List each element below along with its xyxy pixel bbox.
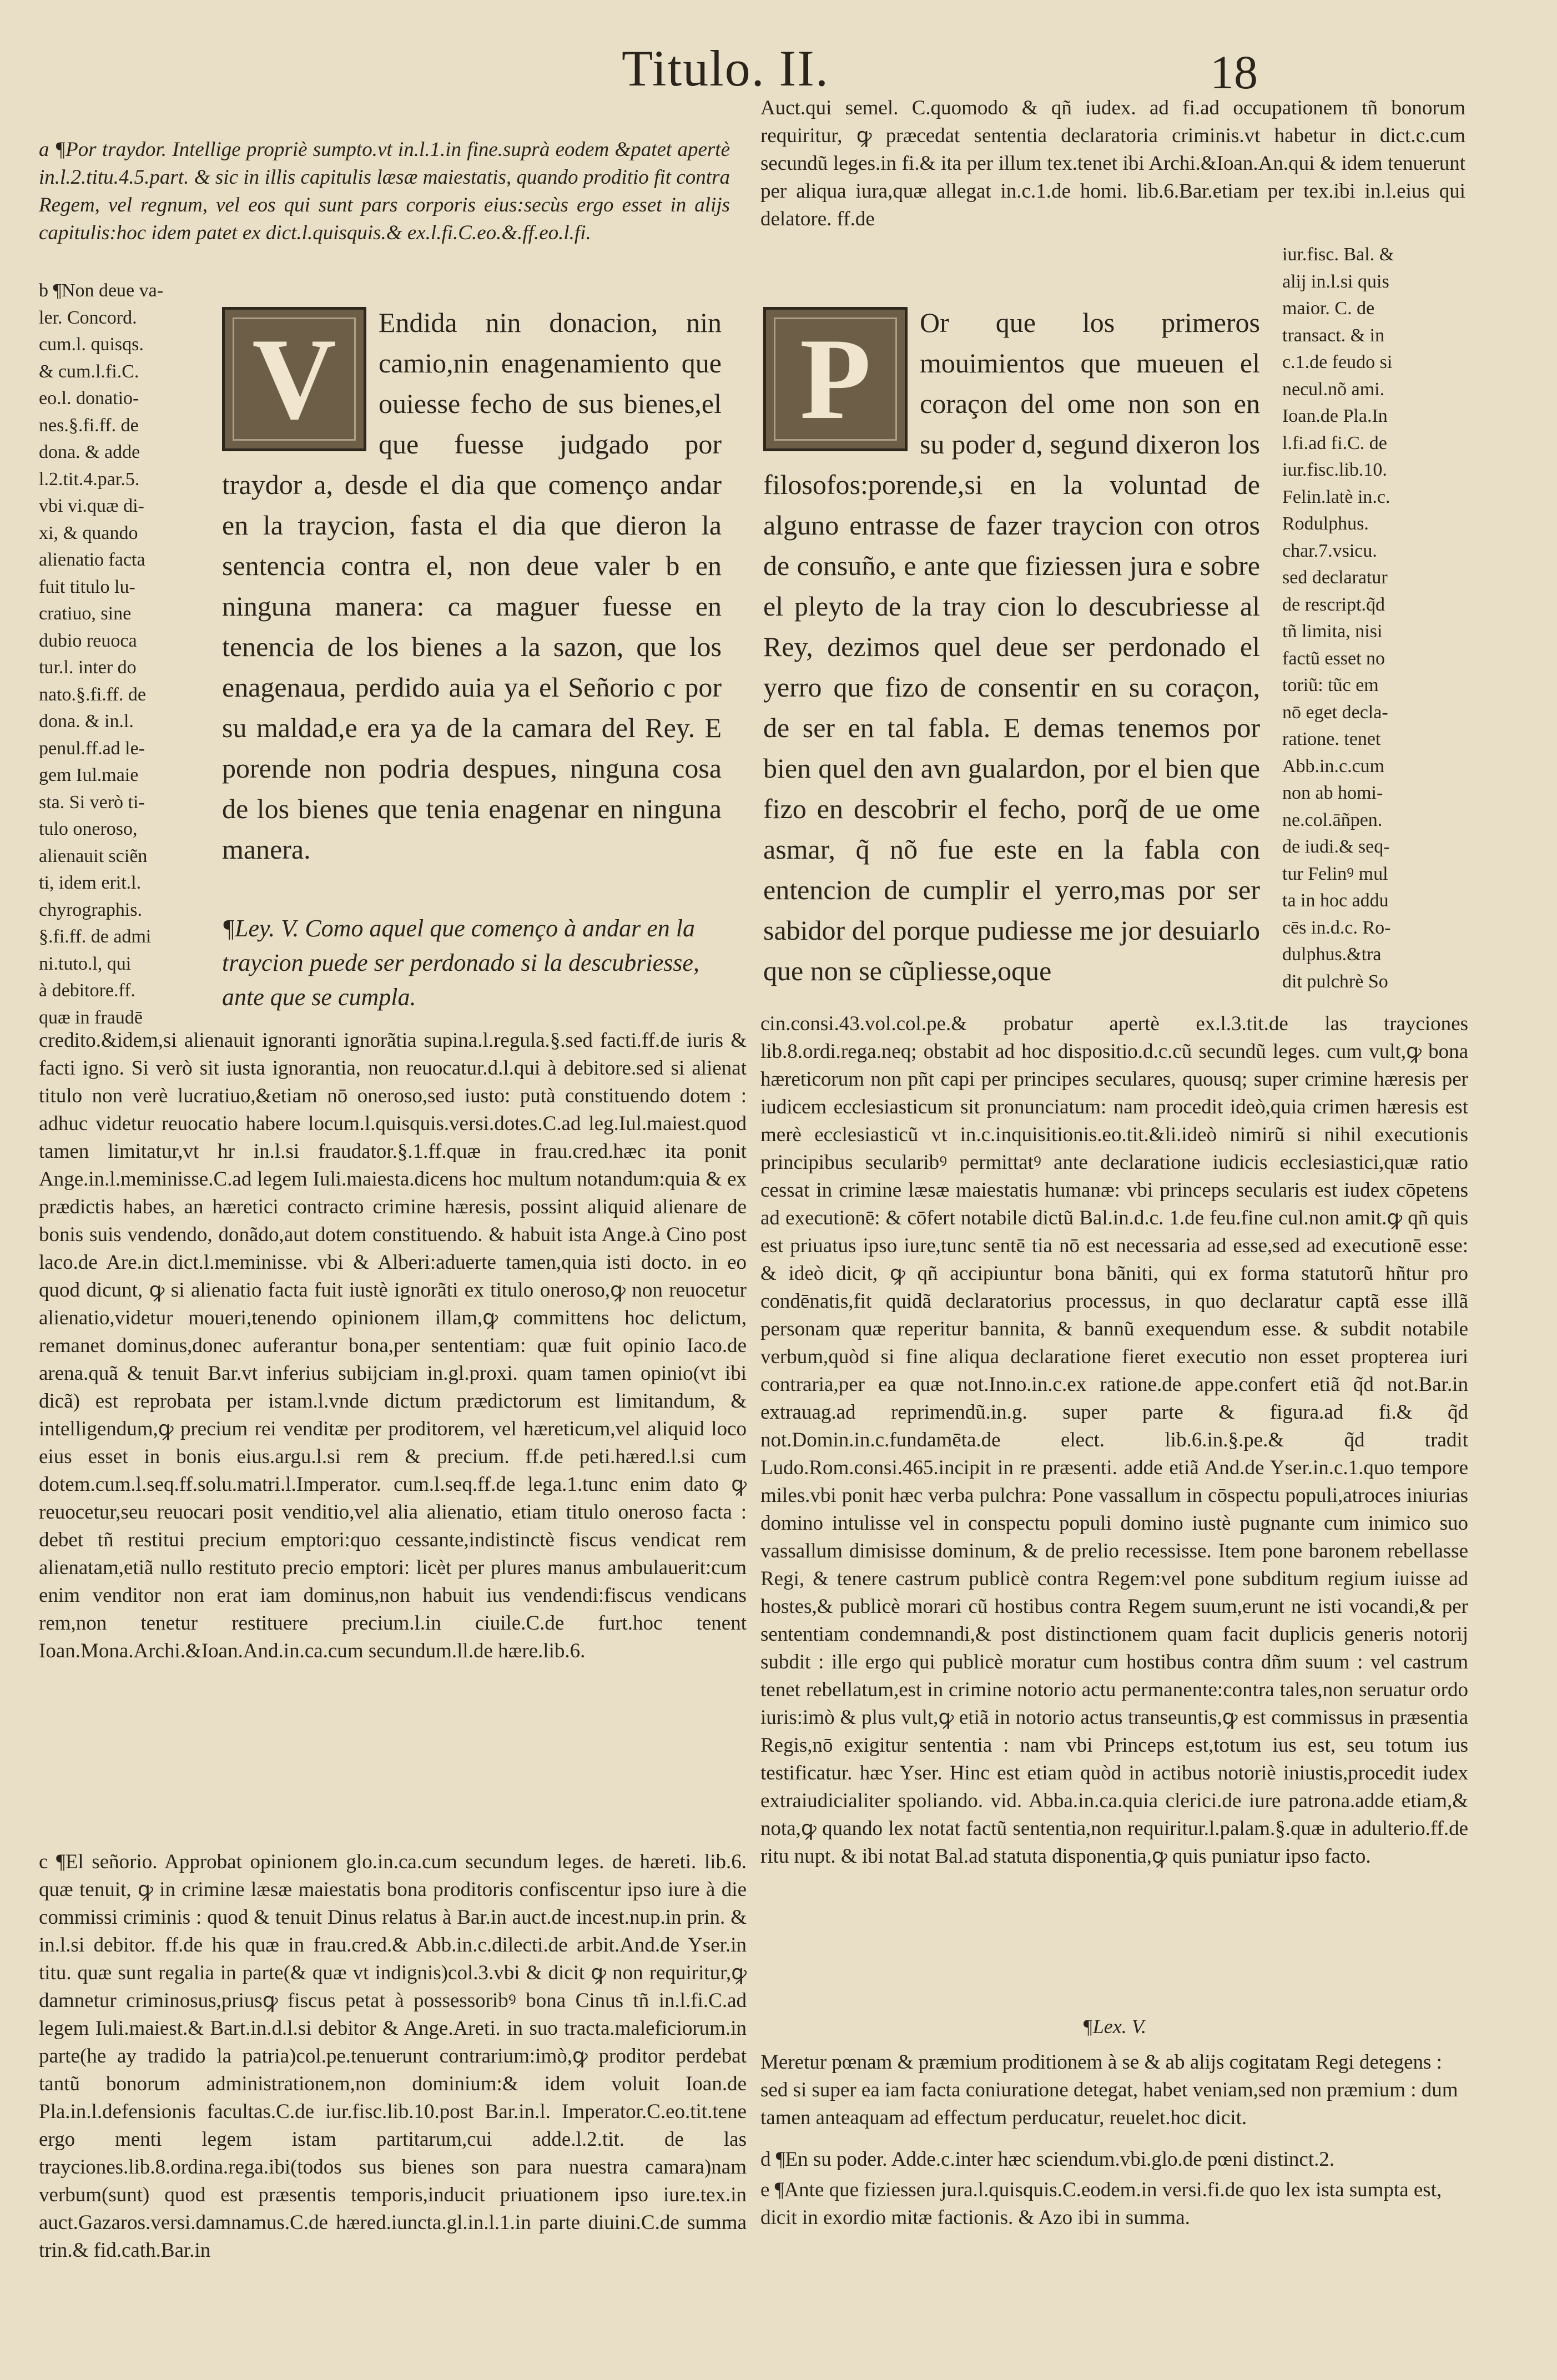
gloss-top-right: Auct.qui semel. C.quomodo & qñ iudex. ad fi.ad occupationem tñ bonorum requiritur, ꝙ præcedat sententia declaratoria criminis.vt habetur in dict.c.cum secundũ leges.in fi.& ita per illum tex.tenet ibi Archi.&Ioan.An.qui & idem tenuerunt per aliqua iura,quæ allegat in.c.1.de homi. lib.6.Bar.etiam per tex.ibi in.l.eius qui delatore. ff.de: [760, 97, 1465, 230]
running-head-title: Titulo. II.: [622, 40, 829, 97]
gloss-note-d: d ¶En su poder. Adde.c.inter hæc sciendum.vbi.glo.de pœni distinct.2.: [760, 2148, 1335, 2171]
law-text-left: [222, 302, 722, 902]
gloss-continuation-right: cin.consi.43.vol.col.pe.& probatur apertè ex.l.3.tit.de las trayciones lib.8.ordi.rega.neq; obstabit ad hoc dispositio.d.c.cũ secundũ leges. cum vult,ꝙ bona hæreticorum non pñt capi per principes seculares, quousq; super crimine hæresis per iudicem ecclesiasticum sit pronunciatum: nam procedit ideò,quia crimen hæresis est merè ecclesiasticũ vt in.c.inquisitionis.eo.tit.&li.ideò nimirũ si nihil executionis principibus secularibꝰ permittatꝰ ante declaratione iudicis ecclesiastici,quæ ratio cessat in crimine læsæ maiestatis humanæ: vbi princeps secularis est iudex cōpetens ad executionē: & cōfert notabile dictũ Bal.in.d.c. 1.de feu.fine cul.non amit.ꝙ qñ quis est priuatus ipso iure,tunc sentē tia nō est necessaria ad esse,sed ad executionē esse: & ideò dicit, ꝙ qñ accipiuntur bona bãniti, qui ex forma statutorũ hñtur pro condēnatis,fit quidã declaratorius processus, in quo declaratur captã esse illã personam quæ reperitur bannita, & bannũ exequendum esse. & subdit notabile verbum,quòd si fine aliqua declaratione fieret executio non esset propterea iuri contraria,per ea quæ not.Inno.in.c.ex ratione.de appe.confert etiã q̃d not.Bar.in extrauag.ad reprimendũ.in.g. super parte & figura.ad fi.& q̃d not.Domin.in.c.fundamēta.de elect. lib.6.in.§.pe.& q̃d tradit Ludo.Rom.consi.465.incipit in re præsenti. adde etiã And.de Yser.in.c.1.quo tempore miles.vbi ponit hæc verba pulchra: Pone vassallum in cōspectu populi,atroces iniurias domino intulisse vel in conspectu populi domino iustè pugnante cum inimico suo vassallum dimisisse dominum, & de prelio recessisse. Item pone baronem rebellasse Regi, & tenere castrum publicè contra Regem:vel pone subditum regium iuisse ad hostes,& publicè morari cũ hostibus contra Regem suum,erunt ne isti vocandi,& per sententiam condemnandi,& post distinctionem quam facit duplicis generis notorij subdit : ille ergo qui publicè moratur cum hostibus contra dñm suum : vel castrum tenet rebellatum,est in crimine notorio actu permanente:contra tales,non seruatur ordo iuris:imò & plus vult,ꝙ etiã in notorio actus transeuntis,ꝙ est commissus in præsentia Regis,nō exigitur sententia : nam vbi Princeps est,totum ius est, seu totum ius testificatur. hæc Yser. Hinc est etiam quòd in actibus notoriè iniustis,procedit iudex extraiudicialiter spoliando. vid. Abba.in.ca.quia clerici.de iure patrona.adde etiam,& nota,ꝙ quando lex notat factũ sententia,non requiritur.l.palam.§.quæ in adulterio.ff.de ritu nupt. & ibi notat Bal.ad statuta disponentia,ꝙ quis puniatur ipso facto.: [760, 1012, 1468, 1868]
law-text-right: [763, 302, 1260, 1024]
law-paragraph-p: Or que los primeros mouimientos que mueuen el coraçon del ome non son en su poder d, segund dixeron los filosofos:porende,si en la voluntad de alguno entrasse de fazer traycion con otros de consuño, e ante que fiziessen jura e sobre el pleyto de la tray cion lo descubriesse al Rey, dezimos quel deue ser perdonado el yerro que fizo de consentir en su coraçon, de ser en tal fabla. E demas tenemos por bien quel den avn gualardon, por el bien que fizo en descobrir el fecho, porq̃ de ue ome asmar, q̃ nõ fue este en la fabla con entencion de cumplir el yerro,mas por ser sabidor del porque pudiesse me jor desuiarlo que non se cũpliesse,oque: [763, 307, 1260, 986]
initial-letter: V: [252, 315, 336, 443]
marginal-gloss-right: iur.fisc. Bal. & alij in.l.si quis maior. C. de transact. & in c.1.de feudo si necul.nõ ami. Ioan.de Pla.In l.fi.ad fi.C. de iur.fisc.lib.10. Felin.latè in.c. Rodulphus. char.7.vsicu. sed declaratur de rescript.q̃d tñ limita, nisi factũ esset no toriũ: tũc em nō eget decla- ratione. tenet Abb.in.c.cum non ab homi- ne.col.āñpen. de iudi.& seq- tur Felinꝰ mul ta in hoc addu cēs in.d.c. Ro- dulphus.&tra dit pulchrè So: [1282, 244, 1394, 992]
law-paragraph-v: Endida nin donacion, nin camio,nin enagenamiento que ouiesse fecho de sus bienes,el que fuesse judgado por traydor a, desde el dia que començo andar en la traycion, fasta el dia que dieron la sentencia contra el, non deue valer b en ninguna manera: ca maguer fuesse en tenencia de los bienes a la sazon, que los enagenaua, perdido auia ya el Señorio c por su maldad,e era ya de la camara del Rey. E porende non podria despues, ninguna cosa de los bienes que tenia enagenar en ninguna manera.: [222, 307, 722, 865]
gloss-continuation-left: credito.&idem,si alienauit ignoranti ignorãtia supina.l.regula.§.sed facti.ff.de iuris & facti igno. Si verò sit iusta ignorantia, non reuocatur.d.l.qui à debitore.sed si alienat titulo non verè lucratiuo,&etiam nō oneroso,sed iusto: putà constituendo dotem : adhuc videtur reuocatio habere locum.l.quisquis.versi.dotes.C.ad leg.Iul.maiest.quod tamen limitatur,vt hr in.l.si fraudator.§.1.ff.quæ in frau.cred.hæc ita ponit Ange.in.l.meminisse.C.ad legem Iuli.maiesta.dicens hoc multum notandum:quia & ex prædictis habes, an hæretici contracto crimine hæresis, possint aliquid alienare de bonis suis vendendo, donãdo,aut dotem constituendo. & habuit ista Ange.à Cino post laco.de Are.in dict.l.meminisse. vbi & Alberi:aduerte tamen,quia isti docto. in eo quod dicunt, ꝙ si alienatio facta fuit iustè ignorãti ex titulo oneroso,ꝙ non reuocetur alienatio,videtur moueri,tenendo opinionem illam,ꝙ committens hoc delictum, remanet dominus,donec auferantur bona,per sententiam: quæ fuit opinio Iaco.de arena.quã & tenuit Bar.vt inferius subijciam in.gl.proxi. quam tamen opinio(vt ibi dicã) est reprobata per istam.l.vnde dictum prædictorum est limitandum, & intelligendum,ꝙ precium rei venditæ per proditorem, vel hæreticum,vel aliquid loco eius esset in bonis eius.argu.l.si rem & precium. ff.de peti.hæred.l.si cum dotem.cum.l.seq.ff.solu.matri.l.Imperator. cum.l.seq.ff.de lega.1.tunc enim dato ꝙ reuocetur,seu reuocari posit venditio,vel alia alienatio, etiam titulo oneroso facta : debet tñ restitui precium emptori:quo cessante,indistinctè fiscus vendicat rem alienatam,etiã nullo restituto precio emptori: licèt per plures manus ambulauerit:cum enim venditor non erat iam dominus,non habuit ius vendendi:fiscus vendicans rem,non tenetur restituere precium.l.in ciuile.C.de furt.hoc tenent Ioan.Mona.Archi.&Ioan.And.in.ca.cum secundum.ll.de hære.lib.6.: [39, 1029, 747, 1662]
marginal-gloss-b: b ¶Non deue va- ler. Concord. cum.l. quisqs. & cum.l.fi.C. eo.l. donatio- nes.§.fi.ff. de dona. & adde l.2.tit.4.par.5. vbi vi.quæ di- xi, & quando alienatio facta fuit titulo lu- cratiuo, sine dubio reuoca tur.l. inter do nato.§.fi.ff. de dona. & in.l. penul.ff.ad le- gem Iul.maie sta. Si verò ti- tulo oneroso, alienauit sciẽn ti, idem erit.l. chyrographis. §.fi.ff. de admi ni.tuto.l, qui à debitore.ff. quæ in fraudē: [39, 280, 164, 1028]
lex-v-label: ¶Lex. V.: [1082, 2015, 1147, 2038]
gloss-note-c: c ¶El señorio. Approbat opinionem glo.in.ca.cum secundum leges. de hæreti. lib.6. quæ tenuit, ꝙ in crimine læsæ maiestatis bona proditoris confiscentur ipso iure à die commissi criminis : quod & tenuit Dinus relatus à Bar.in auct.de incest.nup.in prin. & in.l.si debitor. ff.de his quæ in frau.cred.& Abb.in.c.dilecti.de arbit.And.de Yser.in titu. quæ sunt regalia in parte(& quæ vt indignis)col.3.vbi & dicit ꝙ non requiritur,ꝙ damnetur criminosus,priusꝙ fiscus petat à possessoribꝰ bona Cinus tñ in.l.fi.C.ad legem Iuli.maiest.& Bart.in.d.l.si debitor & Ange.Areti. in suo tracta.maleficiorum.in parte(he ay tradido la patria)col.pe.tenuerunt contrarium:imò,ꝙ proditor perdebat tantũ bonorum administrationem,non dominium:& idem voluit Ioan.de Pla.in.l.defensionis facultas.C.de iur.fisc.lib.10.post Bar.in.l. Imperator.C.eo.tit.tene ergo menti legem istam partitarum,cui adde.l.2.tit. de las trayciones.lib.8.ordina.rega.ibi(todos sus bienes son para nuestra camara)nam verbum(sunt) quod est præsentis temporis,inducit priuationem ipso iure.tex.in auct.Gazaros.versi.damnamus.C.de hæred.iuncta.gl.in.l.1.in parte diuini.C.de summa trin.& fid.cath.Bar.in: [39, 1850, 747, 2262]
ley-v-heading: ¶Ley. V. Como aquel que començo à andar en la traycion puede ser perdonado si la descubriesse, ante que se cumpla.: [222, 915, 699, 1011]
lex-v-summary: Meretur pœnam & præmium proditionem à se & ab alijs cogitatam Regi detegens : sed si super ea iam facta coniuratione detegat, habet veniam,sed non præmium : dum tamen anteaquam ad effectum perducatur, reuelet.hoc dicit.: [760, 2051, 1458, 2129]
folio-number: 18: [1210, 46, 1258, 99]
decorated-initial-p: [763, 307, 908, 451]
gloss-note-e: e ¶Ante que fiziessen jura.l.quisquis.C.eodem.in versi.fi.de quo lex ista sumpta est, dicit in exordio mitæ factionis. & Azo ibi in summa.: [760, 2179, 1442, 2229]
decorated-initial-v: [222, 307, 366, 451]
gloss-note-a: a ¶Por traydor. Intellige propriè sumpto.vt in.l.1.in fine.suprà eodem &patet apertè in.l.2.titu.4.5.part. & sic in illis capitulis læsæ maiestatis, quando proditio fit contra Regem, vel regnum, vel eos qui sunt pars corporis eius:secùs ergo esset in alijs capitulis:hoc idem patet ex dict.l.quisquis.& ex.l.fi.C.eo.&.ff.eo.l.fi.: [39, 138, 730, 244]
initial-letter: P: [799, 315, 871, 443]
